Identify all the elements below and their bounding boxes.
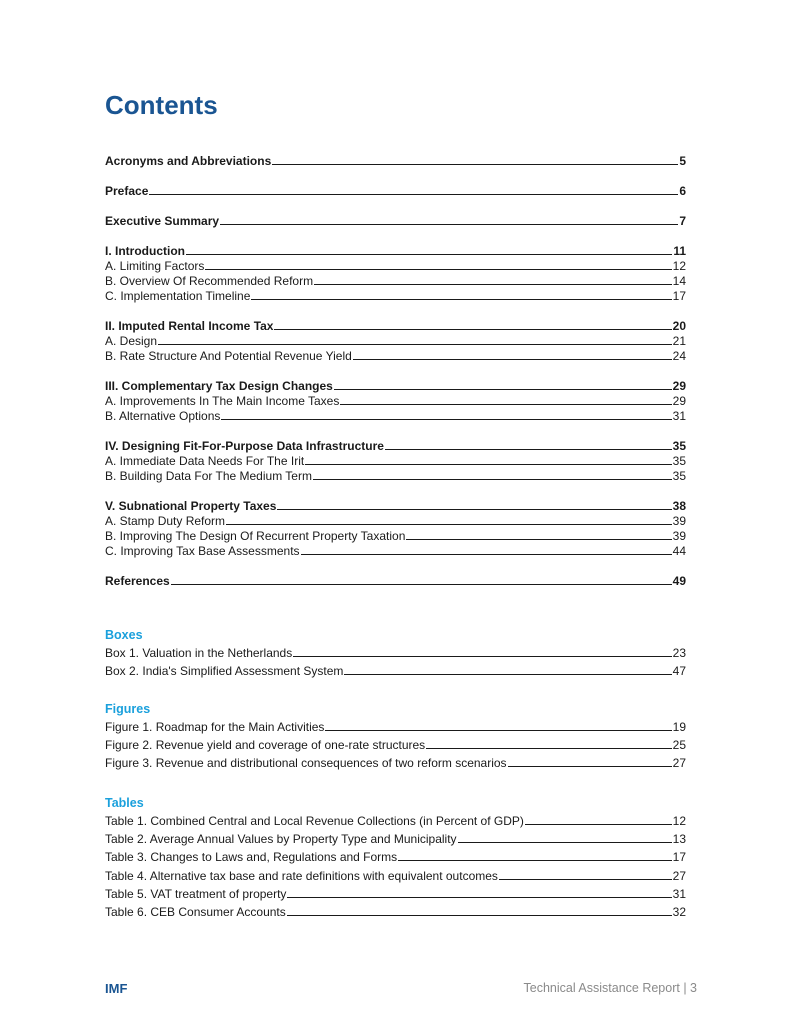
toc-section-entry[interactable] — [105, 439, 686, 454]
toc-section-entry[interactable] — [105, 499, 686, 514]
toc-section-entry[interactable] — [105, 214, 686, 229]
spacer — [105, 559, 686, 574]
entry-page-number: 27 — [672, 756, 686, 771]
dot-leader — [274, 319, 671, 330]
entry-page-number: 31 — [672, 409, 686, 423]
toc-section-entry[interactable] — [105, 379, 686, 394]
entry-page-number: 12 — [672, 814, 686, 828]
dot-leader — [385, 439, 672, 450]
toc-entry[interactable] — [105, 349, 686, 364]
dot-leader — [158, 334, 672, 345]
toc-entry[interactable] — [105, 529, 686, 544]
entry-page-number: 11 — [673, 244, 686, 258]
toc-entry[interactable] — [105, 394, 686, 409]
entry-label: C. Implementation Timeline — [105, 289, 251, 303]
dot-leader — [334, 379, 672, 390]
figures-heading: Figures — [105, 702, 151, 716]
entry-label: B. Alternative Options — [105, 409, 221, 423]
entry-label: B. Improving The Design Of Recurrent Property Taxation — [105, 529, 406, 543]
tables-heading: Tables — [105, 796, 144, 810]
toc-entry[interactable] — [105, 644, 686, 662]
table-of-contents — [105, 154, 686, 589]
entry-label: Figure 1. Roadmap for the Main Activities — [105, 720, 325, 734]
dot-leader — [325, 718, 671, 731]
dot-leader — [426, 736, 671, 749]
footer-page-label: Technical Assistance Report | 3 — [523, 981, 697, 995]
dot-leader — [344, 662, 671, 675]
dot-leader — [251, 289, 671, 300]
dot-leader — [353, 349, 672, 360]
entry-label: A. Improvements In The Main Income Taxes — [105, 394, 340, 408]
dot-leader — [398, 848, 671, 861]
entry-page-number: 21 — [672, 334, 686, 348]
entry-label: Table 1. Combined Central and Local Revenue Collections (in Percent of GDP) — [105, 814, 524, 828]
entry-label: A. Immediate Data Needs For The Irit — [105, 454, 305, 468]
entry-label: B. Rate Structure And Potential Revenue Yield — [105, 349, 352, 363]
dot-leader — [220, 214, 678, 225]
toc-entry[interactable] — [105, 754, 686, 772]
entry-page-number: 17 — [672, 850, 686, 865]
entry-page-number: 19 — [672, 720, 686, 734]
entry-page-number: 29 — [672, 379, 686, 393]
entry-page-number: 32 — [672, 904, 686, 919]
dot-leader — [293, 644, 671, 657]
entry-label: Table 3. Changes to Laws and, Regulations and Forms — [105, 850, 398, 865]
entry-label: C. Improving Tax Base Assessments — [105, 544, 300, 558]
entry-label: Box 1. Valuation in the Netherlands — [105, 646, 293, 660]
entry-page-number: 14 — [672, 274, 686, 288]
dot-leader — [508, 754, 672, 767]
entry-label: Table 2. Average Annual Values by Property Type and Municipality — [105, 832, 457, 847]
dot-leader — [313, 469, 672, 480]
dot-leader — [525, 812, 672, 825]
entry-label: I. Introduction — [105, 244, 185, 258]
toc-entry[interactable] — [105, 469, 686, 484]
entry-label: V. Subnational Property Taxes — [105, 499, 277, 513]
toc-entry[interactable] — [105, 718, 686, 736]
entry-page-number: 5 — [679, 154, 686, 168]
entry-label: Executive Summary — [105, 214, 220, 228]
dot-leader — [305, 454, 671, 465]
spacer — [105, 169, 686, 184]
entry-page-number: 39 — [672, 529, 686, 543]
toc-entry[interactable] — [105, 334, 686, 349]
entry-page-number: 47 — [672, 664, 686, 679]
spacer — [105, 424, 686, 439]
entry-page-number: 24 — [672, 349, 686, 363]
page-title: Contents — [105, 90, 218, 120]
boxes-list — [105, 626, 686, 680]
entry-page-number: 49 — [672, 574, 686, 588]
dot-leader — [221, 409, 671, 420]
dot-leader — [458, 830, 672, 843]
entry-label: A. Stamp Duty Reform — [105, 514, 226, 528]
dot-leader — [171, 574, 672, 585]
dot-leader — [186, 244, 672, 255]
tables-list — [105, 794, 686, 921]
toc-entry[interactable] — [105, 289, 686, 304]
entry-label: Figure 3. Revenue and distributional consequences of two reform scenarios — [105, 756, 507, 771]
entry-page-number: 23 — [672, 646, 686, 660]
dot-leader — [406, 529, 671, 540]
entry-page-number: 39 — [672, 514, 686, 528]
toc-entry[interactable] — [105, 259, 686, 274]
entry-page-number: 27 — [672, 868, 686, 883]
toc-section-entry[interactable] — [105, 154, 686, 169]
toc-entry[interactable] — [105, 812, 686, 830]
dot-leader — [272, 154, 678, 165]
spacer — [105, 484, 686, 499]
boxes-heading: Boxes — [105, 628, 143, 642]
entry-label: B. Building Data For The Medium Term — [105, 469, 312, 483]
toc-entry[interactable] — [105, 662, 686, 680]
entry-page-number: 6 — [679, 184, 686, 198]
entry-page-number: 13 — [672, 832, 686, 847]
dot-leader — [277, 499, 671, 510]
dot-leader — [287, 885, 671, 898]
dot-leader — [340, 394, 671, 405]
entry-page-number: 12 — [672, 259, 686, 273]
imf-logo: IMF — [105, 981, 128, 996]
toc-entry[interactable] — [105, 736, 686, 754]
toc-section-entry[interactable] — [105, 574, 686, 589]
toc-entry[interactable] — [105, 867, 686, 885]
toc-section-entry[interactable] — [105, 184, 686, 199]
entry-label: Table 5. VAT treatment of property — [105, 886, 287, 901]
entry-label: Preface — [105, 184, 149, 198]
toc-entry[interactable] — [105, 454, 686, 469]
entry-label: B. Overview Of Recommended Reform — [105, 274, 314, 288]
entry-page-number: 38 — [672, 499, 686, 513]
entry-label: Table 4. Alternative tax base and rate definitions with equivalent outcomes — [105, 868, 498, 883]
entry-page-number: 29 — [672, 394, 686, 408]
entry-label: References — [105, 574, 170, 588]
entry-page-number: 7 — [679, 214, 686, 228]
entry-page-number: 17 — [672, 289, 686, 303]
entry-label: IV. Designing Fit-For-Purpose Data Infrastructure — [105, 439, 384, 453]
entry-label: A. Design — [105, 334, 158, 348]
toc-entry[interactable] — [105, 544, 686, 559]
dot-leader — [314, 274, 672, 285]
spacer — [105, 229, 686, 244]
dot-leader — [499, 867, 672, 880]
spacer — [105, 304, 686, 319]
entry-page-number: 35 — [672, 469, 686, 483]
dot-leader — [205, 259, 671, 270]
toc-section-entry[interactable] — [105, 244, 686, 259]
entry-page-number: 25 — [672, 738, 686, 753]
entry-label: Table 6. CEB Consumer Accounts — [105, 904, 286, 919]
entry-page-number: 35 — [672, 454, 686, 468]
toc-entry[interactable] — [105, 514, 686, 529]
dot-leader — [301, 544, 672, 555]
entry-label: A. Limiting Factors — [105, 259, 205, 273]
entry-page-number: 31 — [672, 886, 686, 901]
entry-label: II. Imputed Rental Income Tax — [105, 319, 274, 333]
dot-leader — [287, 903, 672, 916]
entry-label: III. Complementary Tax Design Changes — [105, 379, 333, 393]
figures-list — [105, 700, 686, 773]
toc-entry[interactable] — [105, 848, 686, 866]
toc-entry[interactable] — [105, 830, 686, 848]
toc-entry[interactable] — [105, 409, 686, 424]
toc-entry[interactable] — [105, 885, 686, 903]
entry-page-number: 20 — [672, 319, 686, 333]
entry-label: Box 2. India's Simplified Assessment System — [105, 664, 344, 679]
entry-label: Figure 2. Revenue yield and coverage of one-rate structures — [105, 738, 426, 753]
dot-leader — [226, 514, 672, 525]
toc-section-entry[interactable] — [105, 319, 686, 334]
entry-page-number: 35 — [672, 439, 686, 453]
dot-leader — [149, 184, 678, 195]
entry-page-number: 44 — [672, 544, 686, 558]
spacer — [105, 199, 686, 214]
entry-label: Acronyms and Abbreviations — [105, 154, 272, 168]
toc-entry[interactable] — [105, 274, 686, 289]
spacer — [105, 364, 686, 379]
toc-entry[interactable] — [105, 903, 686, 921]
